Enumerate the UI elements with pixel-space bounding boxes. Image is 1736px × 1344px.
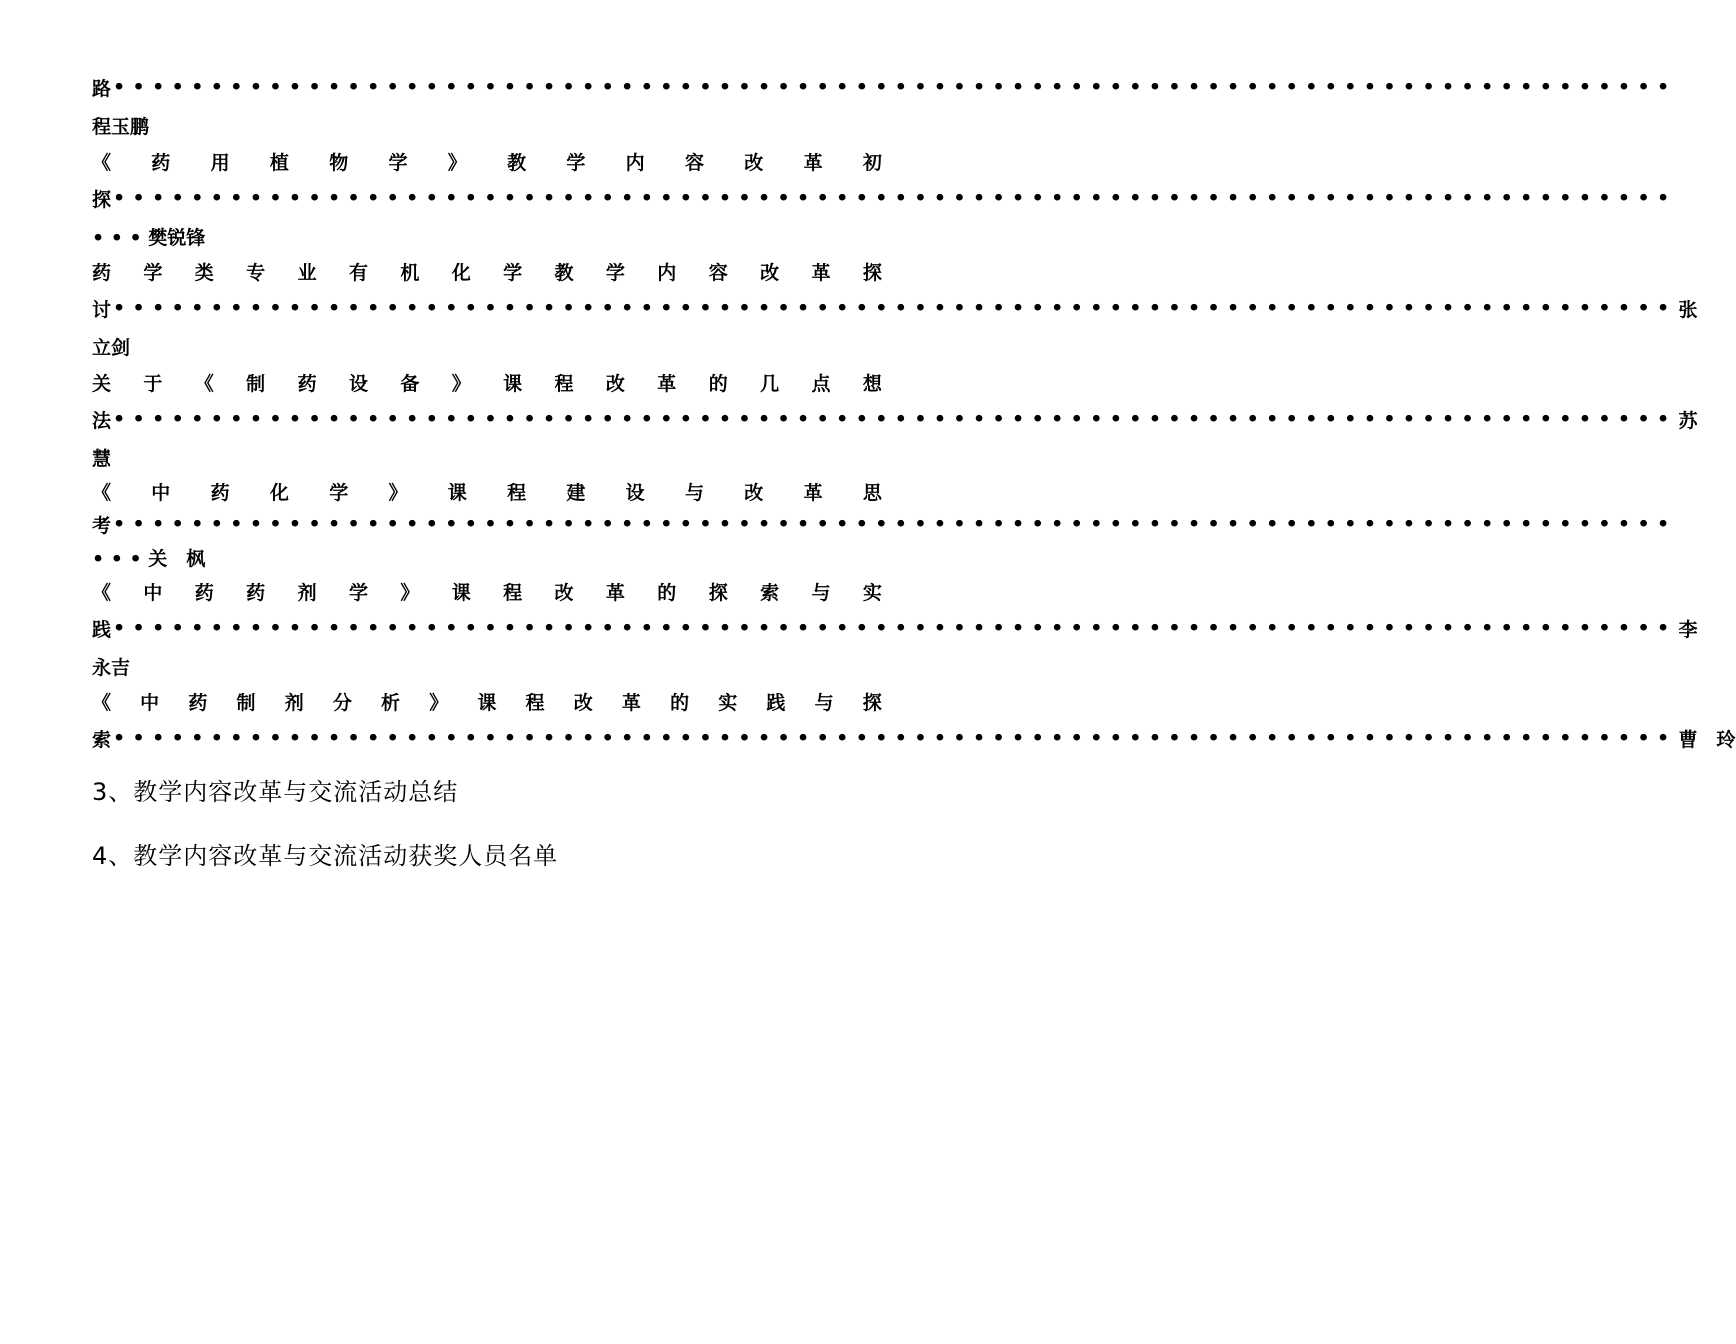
toc-title-char: 剂 xyxy=(297,581,317,604)
toc-title-char: 物 xyxy=(329,151,349,174)
toc-title-char: 药 xyxy=(194,581,214,604)
toc-title-char: 的 xyxy=(657,581,677,604)
toc-title-char: 化 xyxy=(451,261,471,284)
toc-title-char: 专 xyxy=(246,261,266,284)
toc-title-char: 建 xyxy=(566,481,586,504)
toc-line-start: 考 xyxy=(92,514,112,537)
toc-title-char: 改 xyxy=(554,581,574,604)
toc-title-char: 药 xyxy=(92,261,112,284)
toc-title-char: 制 xyxy=(236,691,256,714)
toc-author-line: 慧 xyxy=(92,447,112,470)
toc-title-char: 备 xyxy=(400,372,420,395)
toc-author: 张 xyxy=(1678,298,1698,321)
toc-title-char: 内 xyxy=(657,261,677,284)
toc-line-start: 探 xyxy=(92,188,112,211)
toc-title-char: 程 xyxy=(554,372,574,395)
toc-title-char: 的 xyxy=(670,691,690,714)
toc-title-char: 《 xyxy=(194,372,214,395)
toc-title-char: 改 xyxy=(573,691,593,714)
toc-title-char: 类 xyxy=(194,261,214,284)
dot-leader: •••••••••••••••••••••••••••••••••••••••••••••••••••••••••••••••••••••••••••••••• xyxy=(113,187,1677,209)
toc-title-char: 药 xyxy=(151,151,171,174)
toc-title-line xyxy=(92,476,882,506)
toc-title-char: 药 xyxy=(188,691,208,714)
toc-title-char: 《 xyxy=(92,481,112,504)
toc-title-char: 想 xyxy=(862,372,882,395)
toc-title-char: 中 xyxy=(140,691,160,714)
toc-title-char: 容 xyxy=(708,261,728,284)
toc-title-char: 实 xyxy=(862,581,882,604)
dot-leader: •••••••••••••••••••••••••••••••••••••••••••••••••••••••••••••••••••••••••••••••• xyxy=(113,297,1677,319)
toc-title-char: 程 xyxy=(507,481,527,504)
toc-title-char: 设 xyxy=(625,481,645,504)
toc-title-char: 学 xyxy=(143,261,163,284)
toc-title-char: 有 xyxy=(348,261,368,284)
dot-leader: •••••••••••••••••••••••••••••••••••••••••••••••••••••••••••••••••••••••••••••••• xyxy=(113,513,1677,535)
toc-title-char: 学 xyxy=(348,581,368,604)
toc-title-char: 制 xyxy=(246,372,266,395)
toc-author-line: 永吉 xyxy=(92,656,131,679)
toc-title-char: 》 xyxy=(451,372,471,395)
section-heading: 4、教学内容改革与交流活动获奖人员名单 xyxy=(92,842,559,870)
toc-title-char: 中 xyxy=(151,481,171,504)
toc-title-char: 与 xyxy=(811,581,831,604)
dot-leader: •••••••••••••••••••••••••••••••••••••••••••••••••••••••••••••••••••••••••••••••• xyxy=(113,408,1677,430)
toc-dot-leader-line xyxy=(92,723,1736,753)
toc-author-line: • • • 关 枫 xyxy=(92,547,206,570)
toc-title-char: 》 xyxy=(388,481,408,504)
toc-title-char: 学 xyxy=(566,151,586,174)
toc-title-line xyxy=(92,576,882,606)
toc-title-char: 》 xyxy=(400,581,420,604)
toc-author-line: 立剑 xyxy=(92,336,131,359)
dot-leader: •••••••••••••••••••••••••••••••••••••••••••••••••••••••••••••••••••••••••••••••• xyxy=(113,727,1677,749)
toc-title-char: 探 xyxy=(862,691,882,714)
toc-title-char: 学 xyxy=(503,261,523,284)
toc-title-char: 思 xyxy=(862,481,882,504)
toc-title-char: 药 xyxy=(297,372,317,395)
toc-author-line: • • • 樊锐锋 xyxy=(92,226,206,249)
toc-title-char: 》 xyxy=(447,151,467,174)
toc-title-char: 探 xyxy=(862,261,882,284)
toc-title-char: 课 xyxy=(477,691,497,714)
toc-title-char: 索 xyxy=(760,581,780,604)
toc-title-char: 践 xyxy=(766,691,786,714)
toc-title-char: 于 xyxy=(143,372,163,395)
toc-line-start: 践 xyxy=(92,618,112,641)
toc-title-char: 药 xyxy=(246,581,266,604)
toc-dot-leader-line xyxy=(92,509,1677,539)
toc-title-char: 学 xyxy=(388,151,408,174)
toc-author: 曹 玲 xyxy=(1678,728,1736,751)
toc-title-char: 革 xyxy=(657,372,677,395)
toc-title-char: 学 xyxy=(329,481,349,504)
section-heading: 3、教学内容改革与交流活动总结 xyxy=(92,778,459,806)
dot-leader: •••••••••••••••••••••••••••••••••••••••••••••••••••••••••••••••••••••••••••••••• xyxy=(113,76,1677,98)
toc-title-char: 分 xyxy=(332,691,352,714)
toc-dot-leader-line xyxy=(92,72,1677,102)
dot-leader: •••••••••••••••••••••••••••••••••••••••••••••••••••••••••••••••••••••••••••••••• xyxy=(113,617,1677,639)
toc-dot-leader-line xyxy=(92,613,1698,643)
toc-line-start: 路 xyxy=(92,77,112,100)
toc-title-char: 学 xyxy=(605,261,625,284)
toc-title-char: 《 xyxy=(92,581,112,604)
toc-title-line xyxy=(92,367,882,397)
toc-title-char: 实 xyxy=(718,691,738,714)
toc-title-char: 《 xyxy=(92,151,112,174)
toc-title-char: 关 xyxy=(92,372,112,395)
toc-title-line xyxy=(92,686,882,716)
toc-title-char: 容 xyxy=(684,151,704,174)
toc-title-char: 植 xyxy=(269,151,289,174)
toc-title-char: 析 xyxy=(381,691,401,714)
toc-title-char: 的 xyxy=(708,372,728,395)
toc-title-char: 中 xyxy=(143,581,163,604)
toc-author: 李 xyxy=(1678,618,1698,641)
toc-dot-leader-line xyxy=(92,293,1698,323)
toc-title-char: 程 xyxy=(525,691,545,714)
toc-title-char: 改 xyxy=(605,372,625,395)
toc-title-char: 《 xyxy=(92,691,112,714)
toc-title-char: 与 xyxy=(814,691,834,714)
toc-title-char: 课 xyxy=(451,581,471,604)
toc-title-char: 机 xyxy=(400,261,420,284)
toc-title-line xyxy=(92,146,882,176)
toc-title-char: 设 xyxy=(348,372,368,395)
toc-title-char: 革 xyxy=(621,691,641,714)
toc-title-char: 与 xyxy=(684,481,704,504)
toc-line-start: 索 xyxy=(92,728,112,751)
toc-title-char: 革 xyxy=(803,151,823,174)
toc-title-char: 剂 xyxy=(284,691,304,714)
toc-title-char: 教 xyxy=(507,151,527,174)
toc-title-char: 业 xyxy=(297,261,317,284)
toc-title-char: 点 xyxy=(811,372,831,395)
toc-title-char: 化 xyxy=(269,481,289,504)
toc-title-char: 改 xyxy=(744,151,764,174)
toc-title-char: 革 xyxy=(811,261,831,284)
toc-title-line xyxy=(92,256,882,286)
toc-title-char: 课 xyxy=(447,481,467,504)
toc-title-char: 课 xyxy=(503,372,523,395)
toc-title-char: 内 xyxy=(625,151,645,174)
toc-title-char: 初 xyxy=(862,151,882,174)
toc-title-char: 革 xyxy=(605,581,625,604)
toc-author: 苏 xyxy=(1678,409,1698,432)
toc-dot-leader-line xyxy=(92,404,1698,434)
toc-title-char: 用 xyxy=(210,151,230,174)
toc-title-char: 几 xyxy=(760,372,780,395)
toc-title-char: 药 xyxy=(210,481,230,504)
toc-line-start: 法 xyxy=(92,409,112,432)
toc-author-line: 程玉鹏 xyxy=(92,115,150,138)
toc-title-char: 程 xyxy=(503,581,523,604)
toc-title-char: 教 xyxy=(554,261,574,284)
toc-title-char: 》 xyxy=(429,691,449,714)
toc-title-char: 改 xyxy=(744,481,764,504)
toc-title-char: 探 xyxy=(708,581,728,604)
toc-title-char: 革 xyxy=(803,481,823,504)
toc-title-char: 改 xyxy=(760,261,780,284)
toc-dot-leader-line xyxy=(92,183,1677,213)
toc-line-start: 讨 xyxy=(92,298,112,321)
